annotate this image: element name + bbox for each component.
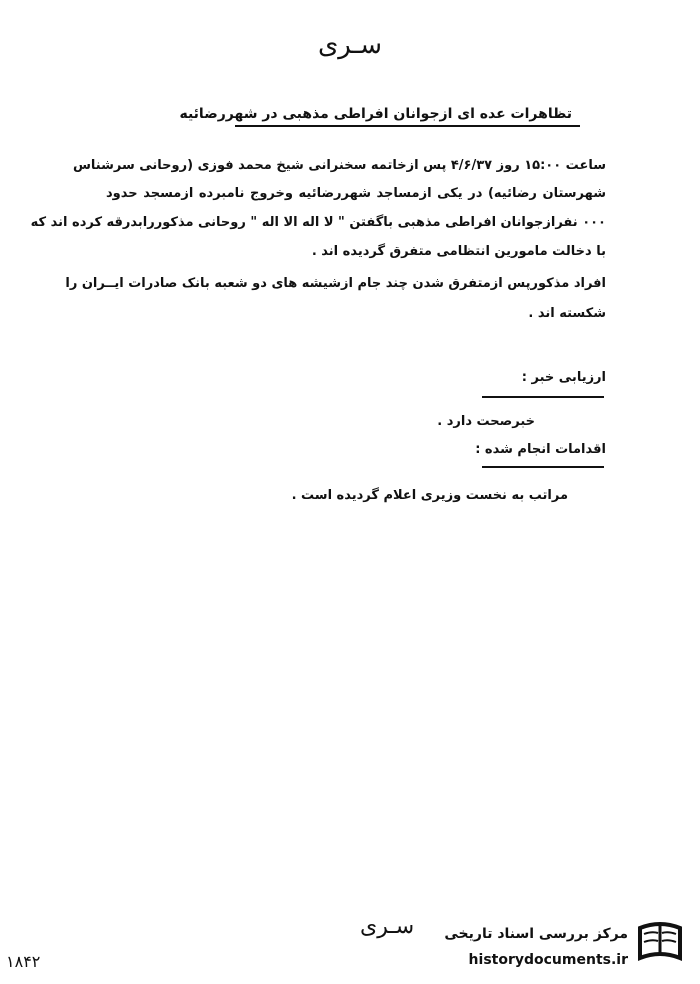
evaluation-text: خبرصحت دارد . bbox=[437, 414, 535, 429]
classification-stamp-top: سـری bbox=[317, 30, 383, 60]
evaluation-label: ارزیابی خبر : bbox=[521, 370, 606, 385]
watermark-text: مرکز بررسی اسناد تاریخی bbox=[444, 926, 628, 942]
watermark-url: historydocuments.ir bbox=[468, 952, 628, 968]
body-line-3: ۰۰۰ نفرازجوانان افراطی مذهبی باگفتن " لا اله الا اله " روحانی مذکوررابدرقه کرده اند که bbox=[30, 215, 606, 230]
body-line-1: ساعت ۱۵:۰۰ روز ۴/۶/۳۷ پس ازخاتمه سخنرانی شیخ محمد فوزی (روحانی سرشناس bbox=[72, 158, 606, 173]
page-number: ۱۸۴۲ bbox=[6, 952, 41, 971]
body-line-5: افراد مذکورپس ازمتفرق شدن چند جام ازشیشه های دو شعبه بانک صادرات ایــران را bbox=[65, 276, 606, 291]
title-underline bbox=[235, 125, 580, 127]
body-line-4: با دخالت مامورین انتظامی متفرق گردیده اند . bbox=[311, 244, 606, 259]
classification-stamp-bottom: سـری bbox=[360, 914, 415, 939]
body-line-2: شهرستان رضائیه) در یکی ازمساجد شهررضائیه وخروج نامبرده ازمسجد حدود bbox=[106, 186, 606, 201]
actions-label: اقدامات انجام شده : bbox=[475, 442, 606, 457]
actions-underline bbox=[482, 466, 604, 468]
evaluation-underline bbox=[482, 396, 604, 398]
actions-text: مراتب به نخست وزیری اعلام گردیده است . bbox=[291, 488, 568, 503]
body-line-6: شکسته اند . bbox=[528, 306, 606, 321]
document-title: تظاهرات عده ای ازجوانان افراطی مذهبی در شهررضائیه bbox=[179, 106, 572, 122]
book-logo-icon bbox=[634, 918, 686, 968]
